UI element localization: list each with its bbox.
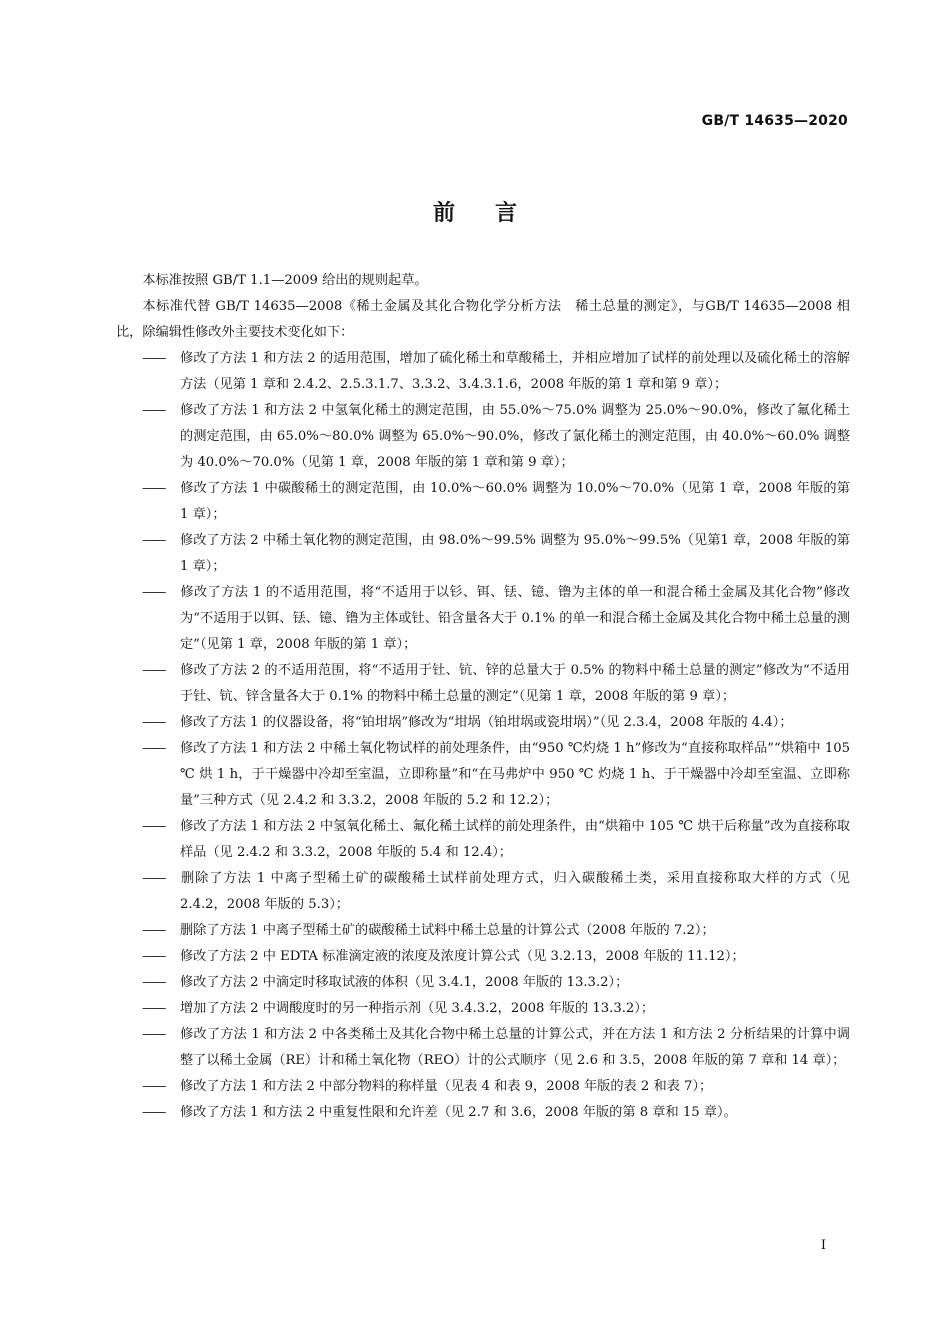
change-item-text: 修改了方法 1 和方法 2 中氢氧化稀土、氟化稀土试样的前处理条件，由“烘箱中 105 ℃ 烘干后称量”改为直接称取样品（见 2.4.2 和 3.3.2，2008 年版的 5.4 和 12.4）； — [180, 819, 850, 860]
change-item-text: 修改了方法 1 和方法 2 中稀土氧化物试样的前处理条件，由“950 ℃灼烧 1 h”修改为“直接称取样品”“烘箱中 105 ℃ 烘 1 h，于干燥器中冷却至室温，立即称量”和“在马弗炉中 950 ℃ 灼烧 1 h、于干燥器中冷却至室温、立即称量”三种方式（见 2.4.2 和 3.3.2，2008 年版的 5.2 和 12.2）； — [180, 741, 850, 808]
change-item — [116, 346, 850, 398]
change-item — [116, 710, 850, 736]
list-dash: —— — [142, 351, 165, 366]
change-item — [116, 814, 850, 866]
change-item-text: 修改了方法 1 的仪器设备，将“铂坩埚”修改为“坩埚（铂坩埚或瓷坩埚）”（见 2.3.4，2008 年版的 4.4）； — [180, 715, 793, 730]
change-item — [116, 658, 850, 710]
change-item — [116, 970, 850, 996]
change-item — [116, 1100, 850, 1126]
list-dash: —— — [142, 949, 165, 964]
change-item-text: 修改了方法 1 和方法 2 的适用范围，增加了硫化稀土和草酸稀土，并相应增加了试样的前处理以及硫化稀土的溶解方法（见第 1 章和 2.4.2、2.5.3.1.7、3.3.2、3.4.3.1.6，2008 年版的第 1 章和第 9 章）； — [180, 351, 850, 392]
change-item-text: 修改了方法 1 和方法 2 中重复性限和允许差（见 2.7 和 3.6，2008 年版的第 8 章和 15 章）。 — [180, 1105, 737, 1120]
list-dash: —— — [142, 715, 165, 730]
page-number: I — [820, 1238, 826, 1253]
list-dash: —— — [142, 741, 165, 756]
list-dash: —— — [142, 819, 165, 834]
change-item-text: 修改了方法 2 中稀土氧化物的测定范围，由 98.0%～99.5% 调整为 95.0%～99.5%（见第1 章，2008 年版的第 1 章）； — [180, 533, 850, 574]
change-item-text: 修改了方法 2 中滴定时移取试液的体积（见 3.4.1，2008 年版的 13.3.2）； — [180, 975, 629, 990]
list-dash: —— — [142, 1001, 165, 1016]
change-item-text: 修改了方法 1 中碳酸稀土的测定范围，由 10.0%～60.0% 调整为 10.0%～70.0%（见第 1 章，2008 年版的第 1 章）； — [180, 481, 850, 522]
change-item-text: 删除了方法 1 中离子型稀土矿的碳酸稀土试样前处理方式，归入碳酸稀土类，采用直接称取大样的方式（见 2.4.2，2008 年版的 5.3）； — [180, 871, 850, 912]
change-item — [116, 996, 850, 1022]
change-item — [116, 736, 850, 814]
change-item-text: 修改了方法 1 和方法 2 中部分物料的称样量（见表 4 和表 9，2008 年版的表 2 和表 7）； — [180, 1079, 713, 1094]
page-title: 前言 — [432, 201, 557, 226]
list-dash: —— — [142, 1027, 165, 1042]
list-dash: —— — [142, 403, 165, 418]
change-item-text: 修改了方法 1 和方法 2 中氢氧化稀土的测定范围，由 55.0%～75.0% 调整为 25.0%～90.0%，修改了氟化稀土的测定范围，由 65.0%～80.0% 调整为 65.0%～90.0%，修改了氯化稀土的测定范围，由 40.0%～60.0% 调整为 40.0%～70.0%（见第 1 章，2008 年版的第 1 章和第 9 章）； — [180, 403, 850, 470]
list-dash: —— — [142, 923, 165, 938]
change-list — [116, 346, 850, 1126]
list-dash: —— — [142, 533, 165, 548]
change-item-text: 增加了方法 2 中调酸度时的另一种指示剂（见 3.4.3.2，2008 年版的 13.3.2）； — [180, 1001, 655, 1016]
list-dash: —— — [142, 871, 165, 886]
change-item-text: 删除了方法 1 中离子型稀土矿的碳酸稀土试料中稀土总量的计算公式（2008 年版的 7.2）； — [180, 923, 715, 938]
list-dash: —— — [142, 481, 165, 496]
list-dash: —— — [142, 585, 165, 600]
list-dash: —— — [142, 663, 165, 678]
intro-paragraph-2: 本标准代替 GB/T 14635—2008《稀土金属及其化合物化学分析方法 稀土总量的测定》，与GB/T 14635—2008 相比，除编辑性修改外主要技术变化如下： — [116, 299, 850, 340]
change-item — [116, 476, 850, 528]
change-item — [116, 528, 850, 580]
change-item — [116, 398, 850, 476]
change-item — [116, 866, 850, 918]
change-item — [116, 1022, 850, 1074]
standard-code: GB/T 14635—2020 — [701, 113, 848, 129]
change-item — [116, 1074, 850, 1100]
list-dash: —— — [142, 975, 165, 990]
change-item-text: 修改了方法 2 中 EDTA 标准滴定液的浓度及浓度计算公式（见 3.2.13，2008 年版的 11.12）； — [180, 949, 745, 964]
change-item-text: 修改了方法 1 和方法 2 中各类稀土及其化合物中稀土总量的计算公式，并在方法 1 和方法 2 分析结果的计算中调整了以稀土金属（RE）计和稀土氧化物（REO）计的公式顺序（见 2.6 和 3.5，2008 年版的第 7 章和 14 章）； — [180, 1027, 850, 1068]
change-item-text: 修改了方法 2 的不适用范围，将“不适用于钍、钪、锌的总量大于 0.5% 的物料中稀土总量的测定”修改为“不适用于钍、钪、锌含量各大于 0.1% 的物料中稀土总量的测定”（见第 1 章，2008 年版的第 9 章）； — [180, 663, 850, 704]
document-body — [116, 268, 850, 1126]
list-dash: —— — [142, 1079, 165, 1094]
change-item — [116, 918, 850, 944]
change-item-text: 修改了方法 1 的不适用范围，将“不适用于以钐、铒、铥、镱、镥为主体的单一和混合稀土金属及其化合物”修改为“不适用于以铒、铥、镱、镥为主体或钍、铅含量各大于 0.1% 的单一和混合稀土金属及其化合物中稀土总量的测定”（见第 1 章，2008 年版的第 1 章）； — [180, 585, 850, 652]
change-item — [116, 944, 850, 970]
list-dash: —— — [142, 1105, 165, 1120]
intro-paragraph-1: 本标准按照 GB/T 1.1—2009 给出的规则起草。 — [142, 273, 428, 288]
change-item — [116, 580, 850, 658]
